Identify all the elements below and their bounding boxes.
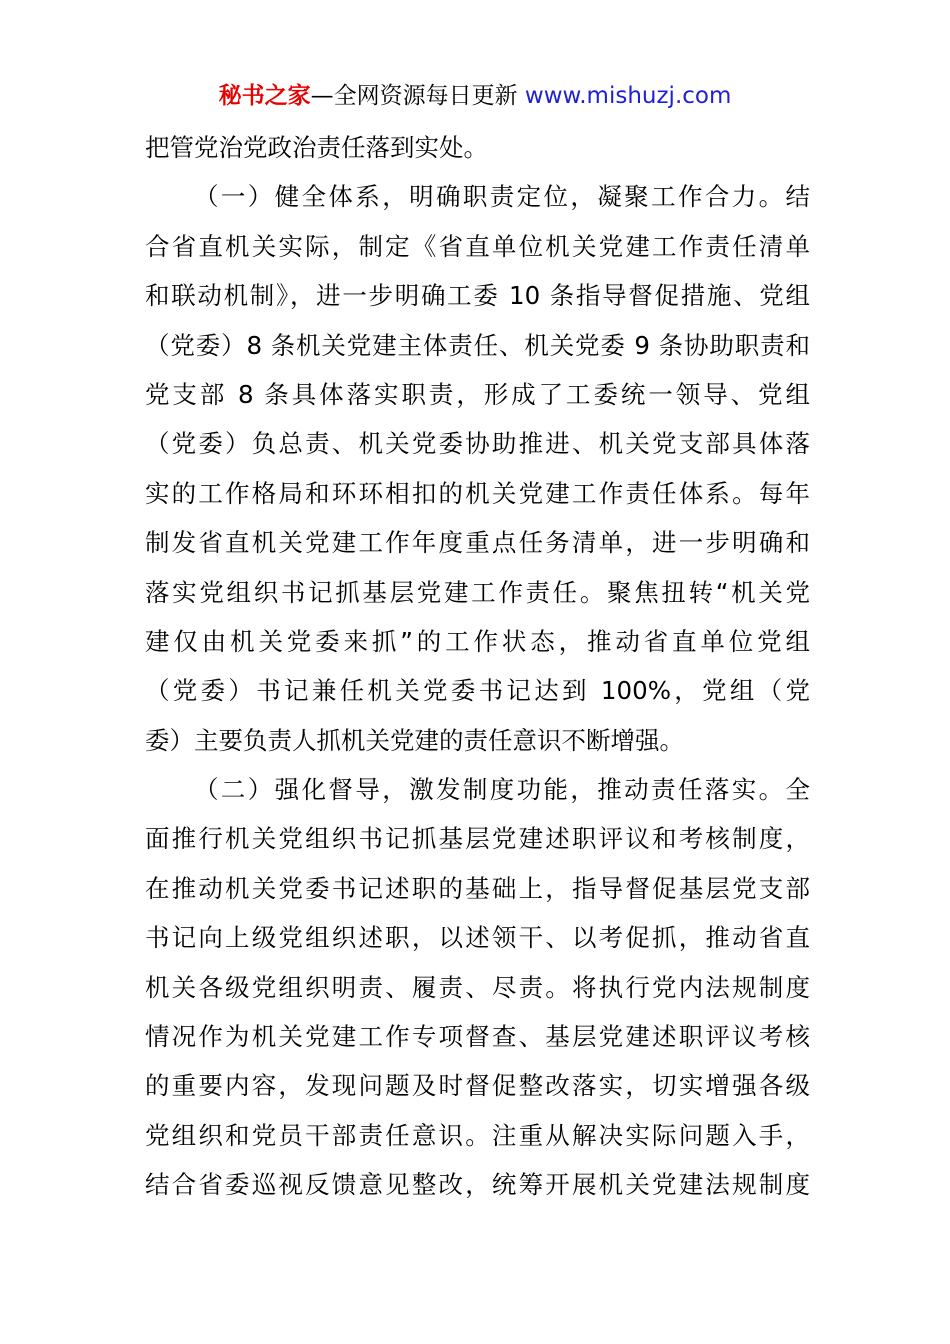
- text-line: 实的工作格局和环环相扣的机关党建工作责任体系。每年: [145, 478, 810, 508]
- text-line: 制发省直机关党建工作年度重点任务清单，进一步明确和: [145, 528, 810, 558]
- section-two-heading-line: （二）强化督导，激发制度功能，推动责任落实。全: [194, 775, 810, 805]
- text-line: 和联动机制》，进一步明确工委 10 条指导督促措施、党组: [145, 281, 810, 311]
- document-body: [145, 130, 810, 1217]
- text-line: 情况作为机关党建工作专项督查、基层党建述职评议考核: [145, 1022, 810, 1052]
- brand-name: 秘书之家: [218, 83, 311, 109]
- text-line: 建仅由机关党委来抓”的工作状态，推动省直单位党组: [145, 626, 810, 656]
- text-line: 书记向上级党组织述职，以述领干、以考促抓，推动省直: [145, 923, 810, 953]
- section-one-heading-line: （一）健全体系，明确职责定位，凝聚工作合力。结: [194, 182, 810, 212]
- text-line: 在推动机关党委书记述职的基础上，指导督促基层党支部: [145, 873, 810, 903]
- text-line: 合省直机关实际，制定《省直单位机关党建工作责任清单: [145, 231, 810, 261]
- text-line: （党委）8 条机关党建主体责任、机关党委 9 条协助职责和: [145, 330, 810, 360]
- text-line: 落实党组织书记抓基层党建工作责任。聚焦扭转“机关党: [145, 577, 810, 607]
- text-line: 委）主要负责人抓机关党建的责任意识不断增强。: [145, 725, 684, 755]
- text-line: 党组织和党员干部责任意识。注重从解决实际问题入手，: [145, 1120, 810, 1150]
- text-line: （党委）书记兼任机关党委书记达到 100%，党组（党: [145, 676, 810, 706]
- text-line: 机关各级党组织明责、履责、尽责。将执行党内法规制度: [145, 972, 810, 1002]
- text-line: 面推行机关党组织书记抓基层党建述职评议和考核制度，: [145, 824, 810, 854]
- text-line: 结合省委巡视反馈意见整改，统筹开展机关党建法规制度: [145, 1170, 810, 1200]
- site-url-link[interactable]: www.mishuzj.com: [524, 83, 732, 109]
- site-header: [0, 80, 950, 112]
- header-tagline: —全网资源每日更新: [310, 83, 518, 109]
- text-line: 党支部 8 条具体落实职责，形成了工委统一领导、党组: [145, 379, 810, 409]
- text-line: 的重要内容，发现问题及时督促整改落实，切实增强各级: [145, 1071, 810, 1101]
- text-line: 把管党治党政治责任落到实处。: [145, 133, 488, 162]
- text-line: （党委）负总责、机关党委协助推进、机关党支部具体落: [145, 429, 810, 459]
